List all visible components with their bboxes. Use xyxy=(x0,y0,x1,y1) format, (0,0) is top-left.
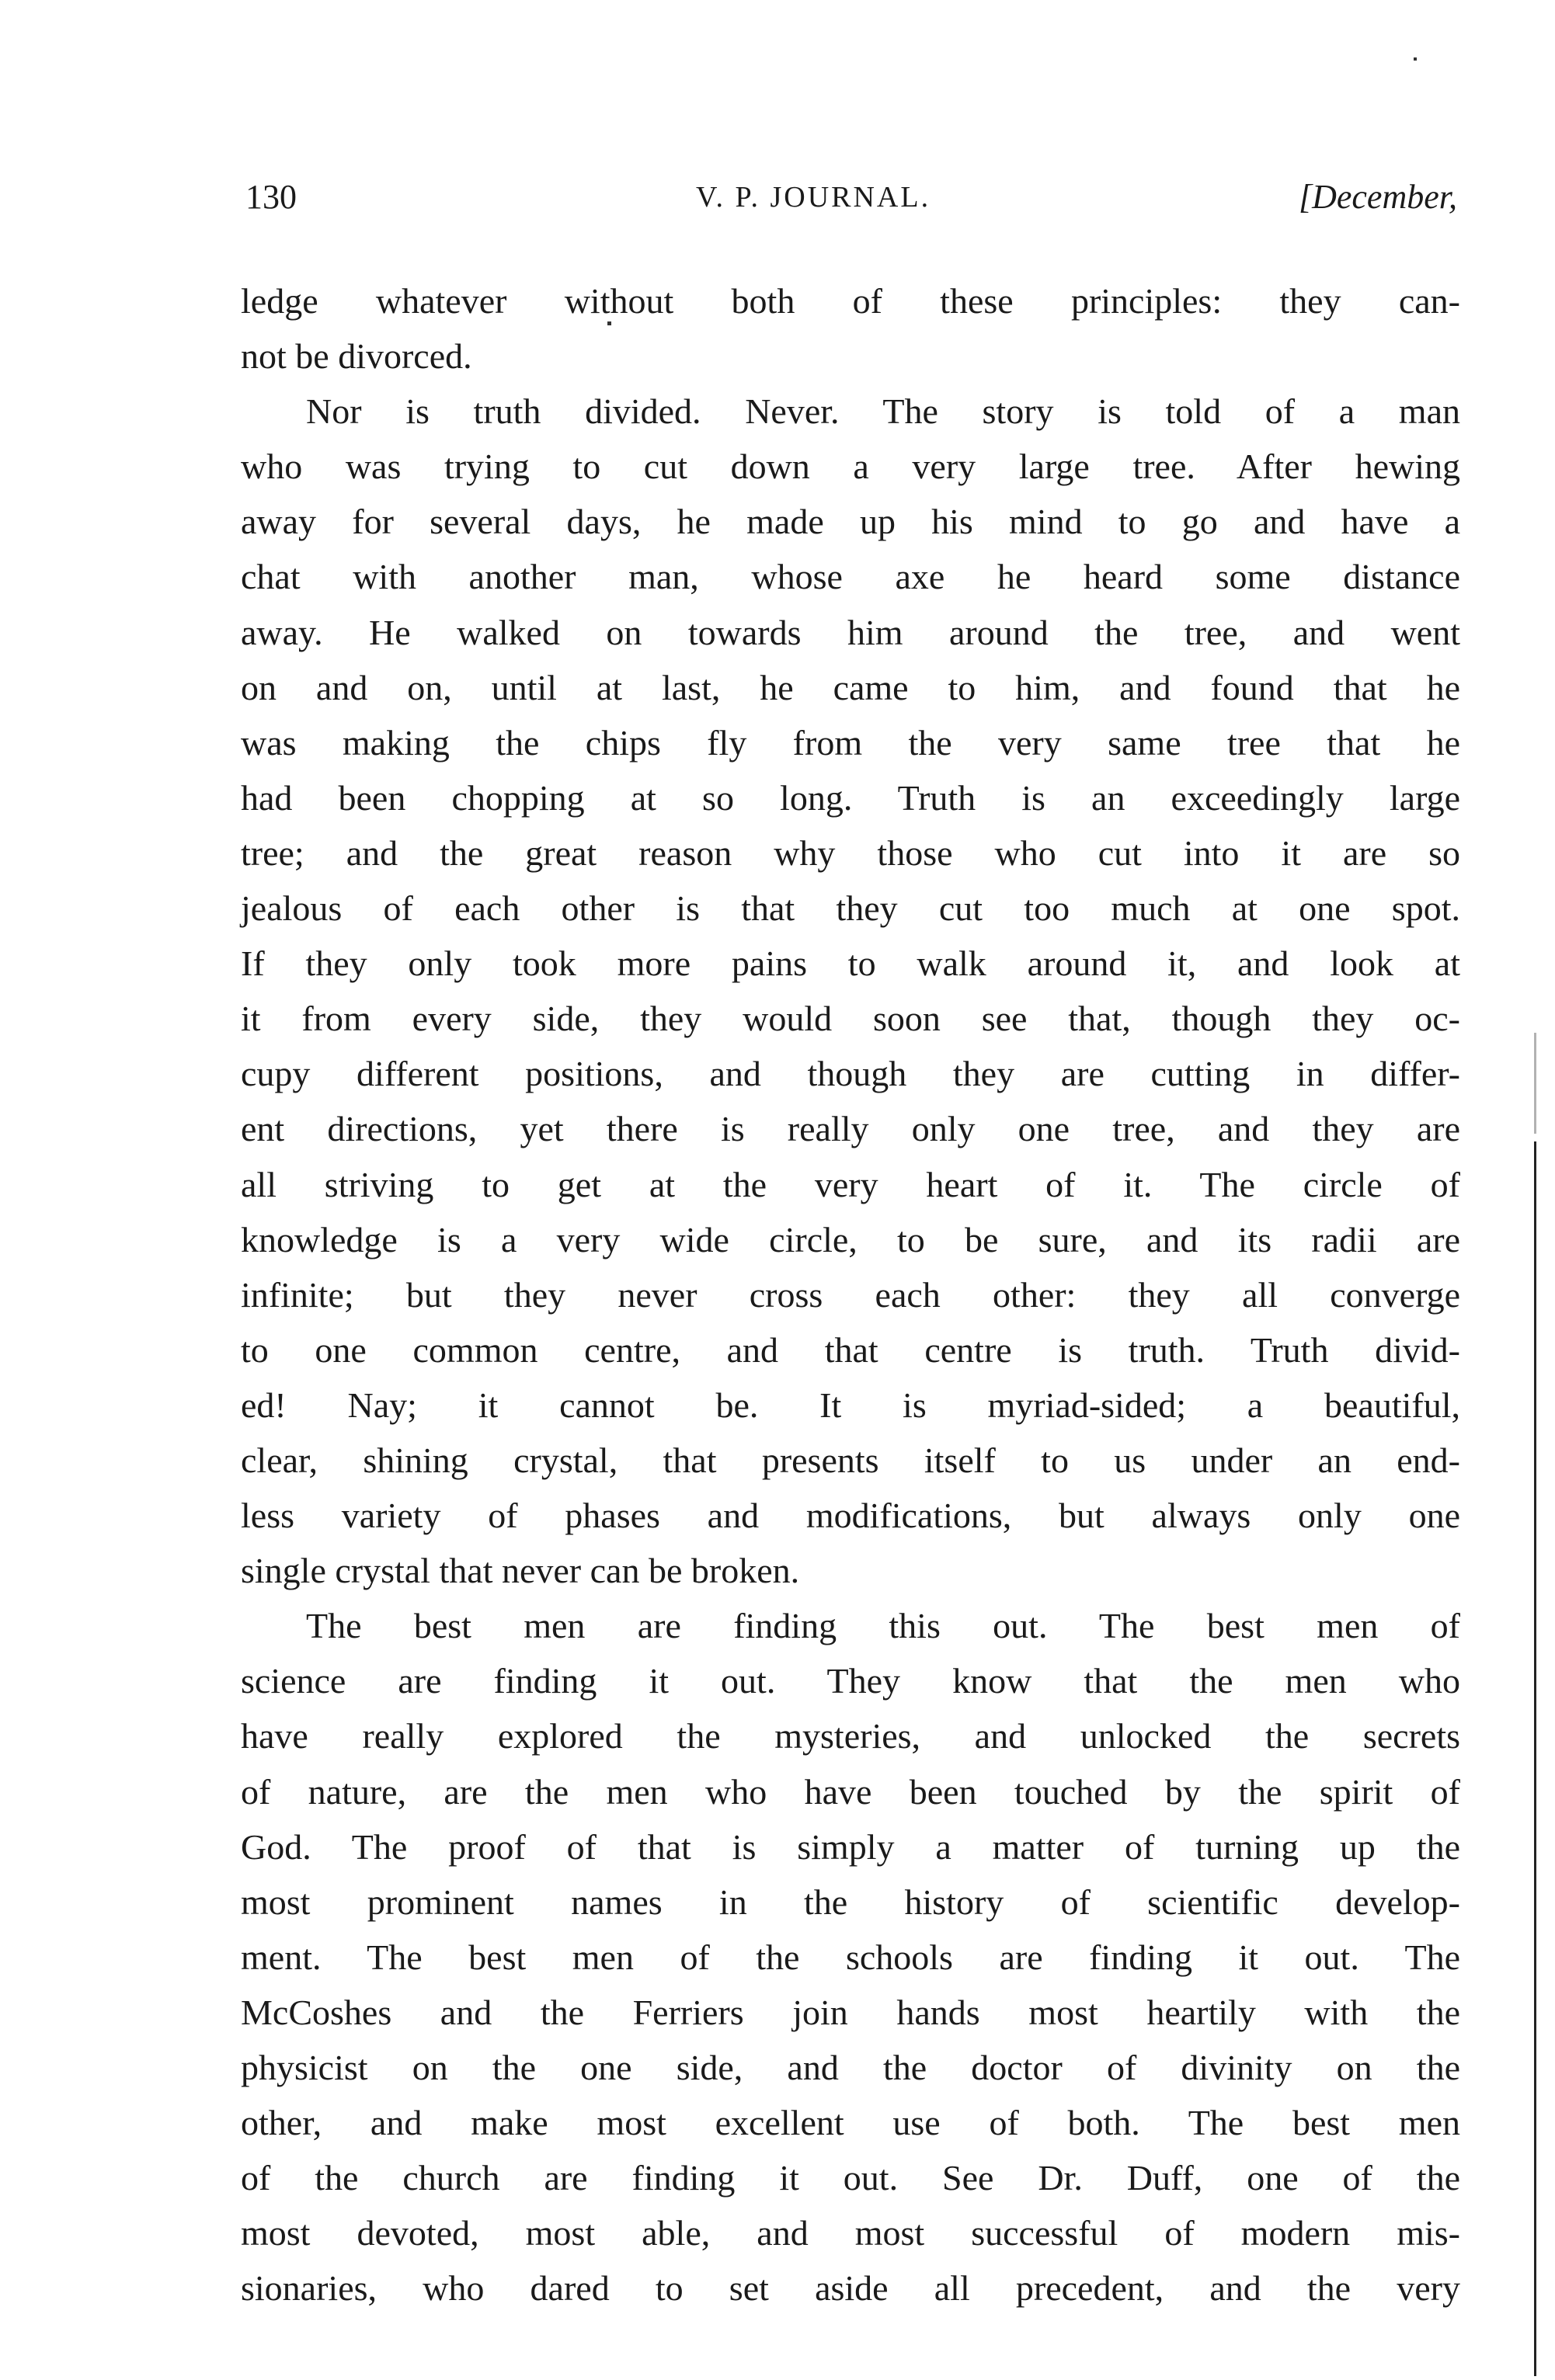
text-line: had been chopping at so long. Truth is an exceedingly large xyxy=(241,777,1460,818)
text-line: If they only took more pains to walk around it, and look at xyxy=(241,943,1460,984)
text-line: have really explored the mysteries, and unlocked the secrets xyxy=(241,1716,1460,1756)
text-line: God. The proof of that is simply a matter of turning up the xyxy=(241,1826,1460,1867)
text-line: not be divorced. xyxy=(241,336,472,377)
scan-speck xyxy=(607,321,611,325)
text-line: other, and make most excellent use of both. The best men xyxy=(241,2103,1460,2143)
page-number: 130 xyxy=(245,178,297,216)
text-line: away. He walked on towards him around the tree, and went xyxy=(241,612,1460,652)
text-line: most devoted, most able, and most successful of modern mis- xyxy=(241,2213,1460,2253)
text-line: who was trying to cut down a very large tree. After hewing xyxy=(241,446,1460,487)
text-line: on and on, until at last, he came to him, and found that he xyxy=(241,667,1460,707)
text-line: ledge whatever without both of these principles: they can- xyxy=(241,281,1460,321)
running-header xyxy=(245,177,1457,224)
text-line: cupy different positions, and though they are cutting in differ- xyxy=(241,1054,1460,1094)
text-line: less variety of phases and modifications, but always only one xyxy=(241,1496,1460,1536)
text-line: chat with another man, whose axe he heard some distance xyxy=(241,557,1460,597)
text-line: single crystal that never can be broken. xyxy=(241,1551,800,1591)
text-line: it from every side, they would soon see that, though they oc- xyxy=(241,999,1460,1039)
text-line: science are finding it out. They know that the men who xyxy=(241,1661,1460,1701)
text-line: tree; and the great reason why those who cut into it are so xyxy=(241,832,1460,873)
text-line: ent directions, yet there is really only one tree, and they are xyxy=(241,1109,1460,1149)
text-line: infinite; but they never cross each other: they all converge xyxy=(241,1274,1460,1315)
text-line: jealous of each other is that they cut too much at one spot. xyxy=(241,888,1460,929)
text-line: of nature, are the men who have been touched by the spirit of xyxy=(241,1771,1460,1812)
text-line: most prominent names in the history of scientific develop- xyxy=(241,1881,1460,1922)
header-month: [December, xyxy=(1298,178,1457,216)
text-line: knowledge is a very wide circle, to be sure, and its radii are xyxy=(241,1219,1460,1259)
text-line: The best men are finding this out. The best men of xyxy=(306,1606,1460,1646)
scan-edge-line xyxy=(1534,1141,1536,2376)
text-line: away for several days, he made up his mind to go and have a xyxy=(241,502,1460,542)
text-line: clear, shining crystal, that presents itself to us under an end- xyxy=(241,1440,1460,1480)
text-line: McCoshes and the Ferriers join hands most heartily with the xyxy=(241,1992,1460,2032)
scan-speck xyxy=(1414,57,1417,61)
text-line: of the church are finding it out. See Dr. Duff, one of the xyxy=(241,2158,1460,2198)
text-line: sionaries, who dared to set aside all precedent, and the very xyxy=(241,2268,1460,2309)
text-line: physicist on the one side, and the doctor of divinity on the xyxy=(241,2048,1460,2087)
scan-edge-line xyxy=(1534,1033,1536,1134)
journal-title: V. P. JOURNAL. xyxy=(696,181,931,214)
text-line: all striving to get at the very heart of it. The circle of xyxy=(241,1164,1460,1204)
text-line: to one common centre, and that centre is truth. Truth divid- xyxy=(241,1329,1460,1370)
text-line: was making the chips fly from the very same tree that he xyxy=(241,722,1460,763)
text-line: ed! Nay; it cannot be. It is myriad-sided; a beautiful, xyxy=(241,1385,1460,1425)
text-line: ment. The best men of the schools are finding it out. The xyxy=(241,1937,1460,1977)
body-text xyxy=(241,273,1460,2316)
text-line: Nor is truth divided. Never. The story is told of a man xyxy=(306,391,1460,432)
